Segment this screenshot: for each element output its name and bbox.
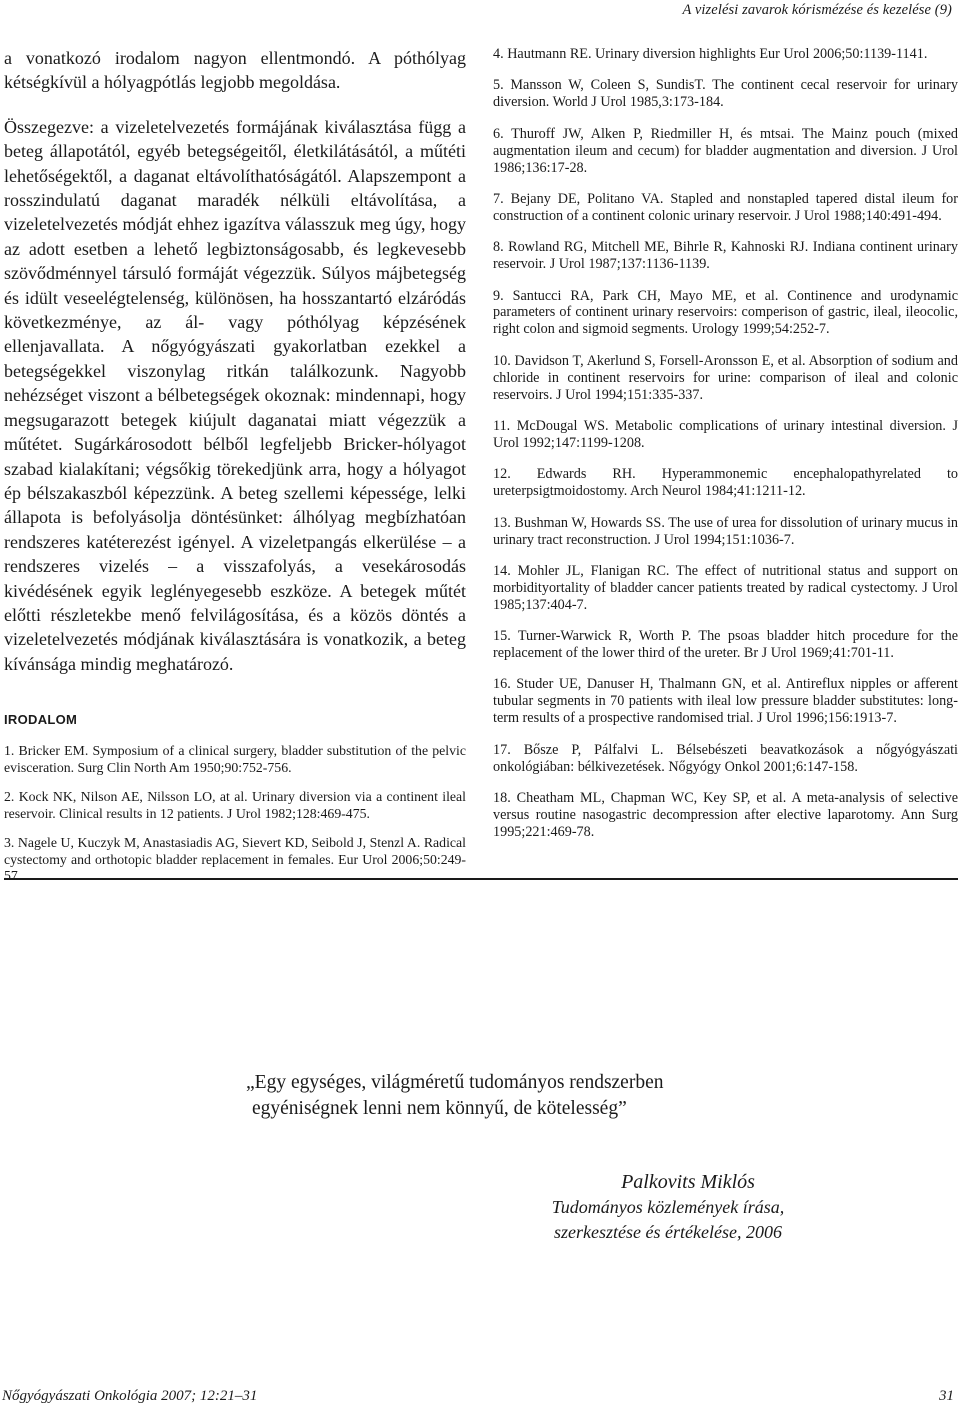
horizontal-divider: [4, 878, 958, 880]
reference-item: 18. Cheatham ML, Chapman WC, Key SP, et al. A meta-analysis of selective versus routine nasogastric decompression after elective laparotomy. Ann Surg 1995;221:469-78.: [493, 790, 958, 840]
reference-item: 14. Mohler JL, Flanigan RC. The effect of nutritional status and support on morbidityortality of bladder cancer patients treated by radical cystectomy. J Urol 1985;137:404-7.: [493, 562, 958, 613]
reference-item: 9. Santucci RA, Park CH, Mayo ME, et al. Continence and urodynamic parameters of continent urinary reservoirs: comperison of gastric, ileal, ileocolic, right colon and sigmoid segments. Urology 1999;54:252-7.: [493, 287, 958, 338]
reference-item: 7. Bejany DE, Politano VA. Stapled and nonstapled tapered distal ileum for construction of a continent colonic urinary reservoir. J Urol 1988;140:491-494.: [493, 190, 958, 224]
reference-item: 16. Studer UE, Danuser H, Thalmann GN, et al. Antireflux nipples or afferent tubular segments in 70 patients with ileal low pressure bladder substitutes: long-term results of a prospective randomised trial. J Urol 1996;156:1913-7.: [493, 676, 958, 727]
reference-item: 6. Thuroff JW, Alken P, Riedmiller H, és mtsai. The Mainz pouch (mixed augmentation ileum and cecum) for bladder augmentation and diversion. J Urol 1986;136:17-28.: [493, 125, 958, 176]
reference-item: 15. Turner-Warwick R, Worth P. The psoas bladder hitch procedure for the replacement of the lower third of the ureter. Br J Urol 1969;41:701-11.: [493, 628, 958, 662]
right-column: [493, 46, 958, 855]
body-paragraph-2: Összegezve: a vizeletelvezetés formájának kiválasztása függ a beteg állapotától, egyéb betegségeitől, életkilátásától, a műtéti lehetőségektől, a daganat eltávolíthatóságától. Alapszempont a rosszindulatú daganat maradék nélküli eltávolítása, a vizeletelvezetés módját ehhez igazítva válasszuk meg úgy, hogy az adott esetben a lehető legbiztonságosabb, és legkevesebb szövődménnyel társuló formáját végezzük. Súlyos májbetegség és idült veseelégtelenség, különösen, ha hosszantartó elzáródás következménye, az ál- vagy póthólyag képzésének ellenjavallata. A nőgyógyászati gyakorlatban ezekkel a betegségekkel viszonylag ritkán találkozunk. Nagyobb nehézséget viszont a bélbetegségek okoznak: mindennapi, hogy megsugarazott betegek kiújult daganatai miatt végezzük a műtétet. Sugárkárosodott bélből legfeljebb Bricker-hólyagot szabad kialakítani; végsőkig törekedjünk arra, hogy a hólyagot ép bélszakaszból képezzünk. A beteg szellemi képessége, lelki állapota is befolyásolja döntésünket: álhólyag megbízhatóan rendszeres katéterezést igényel. A vizeletpangás elkerülése – a rendszeres vizelés – a visszafolyás, a vesekárosodás kivédésének egyik leglényegesebb eszköze. A betegek műtét előtti részletekbe menő felvilágosítása, és a közös döntés a vizeletelvezetés módjának kiválasztására is vonatkozik, a beteg kívánsága mindig meghatározó.: [4, 116, 466, 674]
quote-line-1: „Egy egységes, világméretű tudományos rendszerben: [246, 1072, 664, 1093]
quote-source-line-2: szerkesztése és értékelése, 2006: [554, 1222, 782, 1242]
reference-item: 12. Edwards RH. Hyperammonemic encephalopathyrelated to ureterpsigtmoidostomy. Arch Neurol 1984;41:1211-12.: [493, 466, 958, 500]
quote-attribution: [458, 1169, 878, 1245]
reference-item: 4. Hautmann RE. Urinary diversion highlights Eur Urol 2006;50:1139-1141.: [493, 46, 928, 62]
footer-journal: Nőgyógyászati Onkológia 2007; 12:21–31: [2, 1388, 258, 1404]
reference-item: 1. Bricker EM. Symposium of a clinical surgery, bladder substitution of the pelvic evisceration. Surg Clin North Am 1950;90:752-756.: [4, 743, 466, 775]
epigraph-quote: [246, 1070, 806, 1122]
running-title: A vizelési zavarok kórismézése és kezelése (9): [682, 2, 952, 18]
reference-item: 5. Mansson W, Coleen S, SundisT. The continent cecal reservoir for urinary diversion. World J Urol 1985,3:173-184.: [493, 77, 958, 111]
reference-item: 13. Bushman W, Howards SS. The use of urea for dissolution of urinary mucus in urinary tract reconstruction. J Urol 1994;151:1036-7.: [493, 514, 958, 548]
quote-author: Palkovits Miklós: [621, 1171, 755, 1193]
left-column: [4, 46, 466, 898]
reference-item: 8. Rowland RG, Mitchell ME, Bihrle R, Kahnoski RJ. Indiana continent urinary reservoir. J Urol 1987;137:1136-1139.: [493, 239, 958, 273]
quote-source-line-1: Tudományos közlemények írása,: [551, 1197, 785, 1217]
page-number: 31: [939, 1388, 954, 1404]
reference-item: 11. McDougal WS. Metabolic complications of urinary intestinal diversion. J Urol 1992;147:1199-1208.: [493, 418, 958, 451]
references-heading: IRODALOM: [4, 712, 78, 728]
reference-item: 2. Kock NK, Nilson AE, Nilsson LO, at al. Urinary diversion via a continent ileal reservoir. Clinical results in 12 patients. J Urol 1982;128:469-475.: [4, 789, 466, 821]
reference-item: 10. Davidson T, Akerlund S, Forsell-Aronsson E, et al. Absorption of sodium and chloride in continent reservoirs for urine: comparison of ileal and colonic reservoirs. J Urol 1994;151:335-337.: [493, 352, 958, 403]
body-paragraph-1: a vonatkozó irodalom nagyon ellentmondó. A póthólyag kétségkívül a hólyagpótlás legjobb megoldása.: [4, 48, 466, 93]
reference-item: 17. Bősze P, Pálfalvi L. Bélsebészeti beavatkozások a nőgyógyászati onkológiában: bélkivezetések. Nőgyógy Onkol 2001;6:147-158.: [493, 741, 958, 775]
quote-line-2: egyéniségnek lenni nem könnyű, de kötelesség”: [252, 1098, 627, 1119]
reference-item: 3. Nagele U, Kuczyk M, Anastasiadis AG, Sievert KD, Seibold J, Stenzl A. Radical cystectomy and orthotopic bladder replacement in females. Eur Urol 2006;50:249-57.: [4, 834, 466, 884]
